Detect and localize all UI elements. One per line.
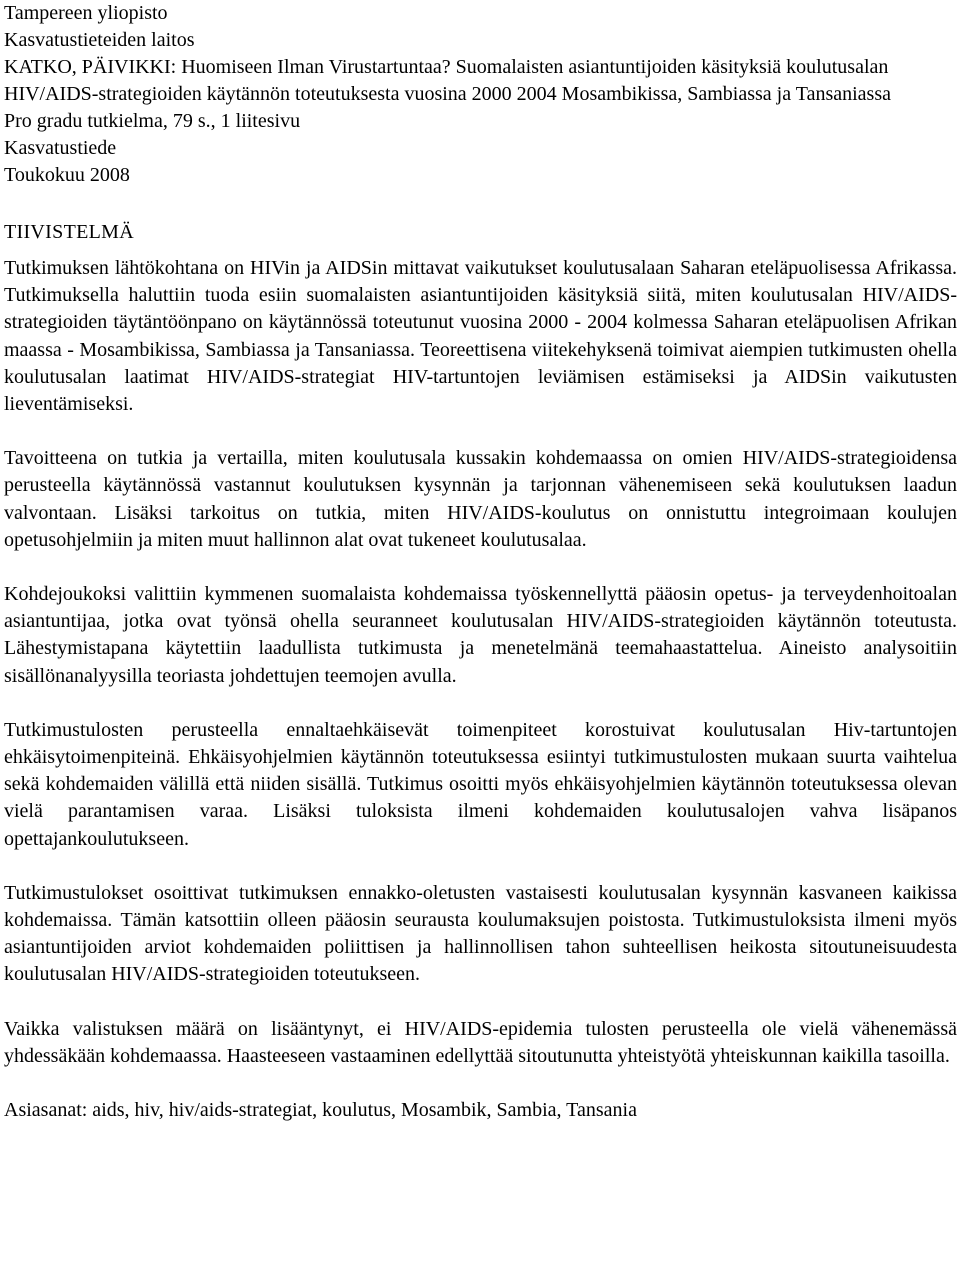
department-name: Kasvatustieteiden laitos [4, 29, 195, 51]
subject: Kasvatustiede [4, 137, 117, 159]
document-header [4, 0, 957, 189]
thesis-info: Pro gradu tutkielma, 79 s., 1 liitesivu [4, 110, 301, 132]
abstract-body [4, 255, 957, 1070]
abstract-paragraph: Tutkimuksen lähtökohtana on HIVin ja AIDSin mittavat vaikutukset koulutusalaan Saharan eteläpuolisessa Afrikassa. Tutkimuksella haluttiin tuoda esiin suomalaisten asiantuntijoiden käsityksiä siitä, miten koulutusalan HIV/AIDS-strategioiden täytäntöönpano on käytännössä toteutunut vuosina 2000 - 2004 kolmessa Saharan eteläpuolisen Afrikan maassa - Mosambikissa, Sambiassa ja Tansaniassa. Teoreettisena viitekehyksenä toimivat aiempien tutkimusten ohella koulutusalan laatimat HIV/AIDS-strategiat HIV-tartuntojen leviämisen estämiseksi ja AIDSin vaikutusten lieventämiseksi. [4, 257, 957, 416]
university-name: Tampereen yliopisto [4, 2, 168, 24]
date: Toukokuu 2008 [4, 164, 130, 186]
thesis-title: KATKO, PÄIVIKKI: Huomiseen Ilman Virustartuntaa? Suomalaisten asiantuntijoiden käsityksiä koulutusalan HIV/AIDS-strategioiden käytännön toteutuksesta vuosina 2000 2004 Mosambikissa, Sambiassa ja Tansaniassa [4, 56, 891, 105]
abstract-paragraph: Tutkimustulosten perusteella ennaltaehkäisevät toimenpiteet korostuivat koulutusalan Hiv-tartuntojen ehkäisytoimenpiteinä. Ehkäisyohjelmien käytännön toteutuksessa esiintyi tutkimustulosten mukaan suurta vaihtelua sekä kohdemaiden välillä että niiden sisällä. Tutkimus osoitti myös ehkäisyohjelmien käytännön toteutuksessa olevan vielä parantamisen varaa. Lisäksi tuloksista ilmeni kohdemaiden koulutusalojen vahva lisäpanos opettajankoulutukseen. [4, 718, 957, 850]
keywords: Asiasanat: aids, hiv, hiv/aids-strategiat, koulutus, Mosambik, Sambia, Tansania [4, 1099, 637, 1122]
abstract-heading: TIIVISTELMÄ [4, 221, 134, 243]
abstract-paragraph: Tutkimustulokset osoittivat tutkimuksen ennakko-oletusten vastaisesti koulutusalan kysynnän kasvaneen kaikissa kohdemaissa. Tämän katsottiin olleen pääosin seurausta koulumaksujen poistosta. Tutkimustuloksista ilmeni myös asiantuntijoiden arviot kohdemaiden poliittisen ja hallinnollisen tahon suhteellisen heikosta sitoutuneisuudesta koulutusalan HIV/AIDS-strategioiden toteutukseen. [4, 881, 957, 986]
abstract-paragraph: Kohdejoukoksi valittiin kymmenen suomalaista kohdemaissa työskennellyttä pääosin opetus- ja terveydenhoitoalan asiantuntijaa, jotka ovat työnsä ohella seuranneet koulutusalan HIV/AIDS-strategioiden käytännön toteutusta. Lähestymistapana käytettiin laadullista tutkimusta ja menetelmänä teemahaastattelua. Aineisto analysoitiin sisällönanalyysilla teoriasta johdettujen teemojen avulla. [4, 583, 957, 687]
abstract-paragraph: Tavoitteena on tutkia ja vertailla, miten koulutusala kussakin kohdemaassa on omien HIV/AIDS-strategioidensa perusteella käytännössä vastannut koulutuksen kysynnän ja tarjonnan vähenemiseen sekä koulutuksen laadun valvontaan. Lisäksi tarkoitus on tutkia, miten HIV/AIDS-koulutus on onnistuttu integroimaan koulujen opetusohjelmiin ja miten muut hallinnon alat ovat tukeneet koulutusalaa. [4, 447, 957, 551]
abstract-paragraph: Vaikka valistuksen määrä on lisääntynyt, ei HIV/AIDS-epidemia tulosten perusteella ole vielä vähenemässä yhdessäkään kohdemaassa. Haasteeseen vastaaminen edellyttää sitoutunutta yhteistyötä yhteiskunnan kaikilla tasoilla. [4, 1017, 957, 1067]
